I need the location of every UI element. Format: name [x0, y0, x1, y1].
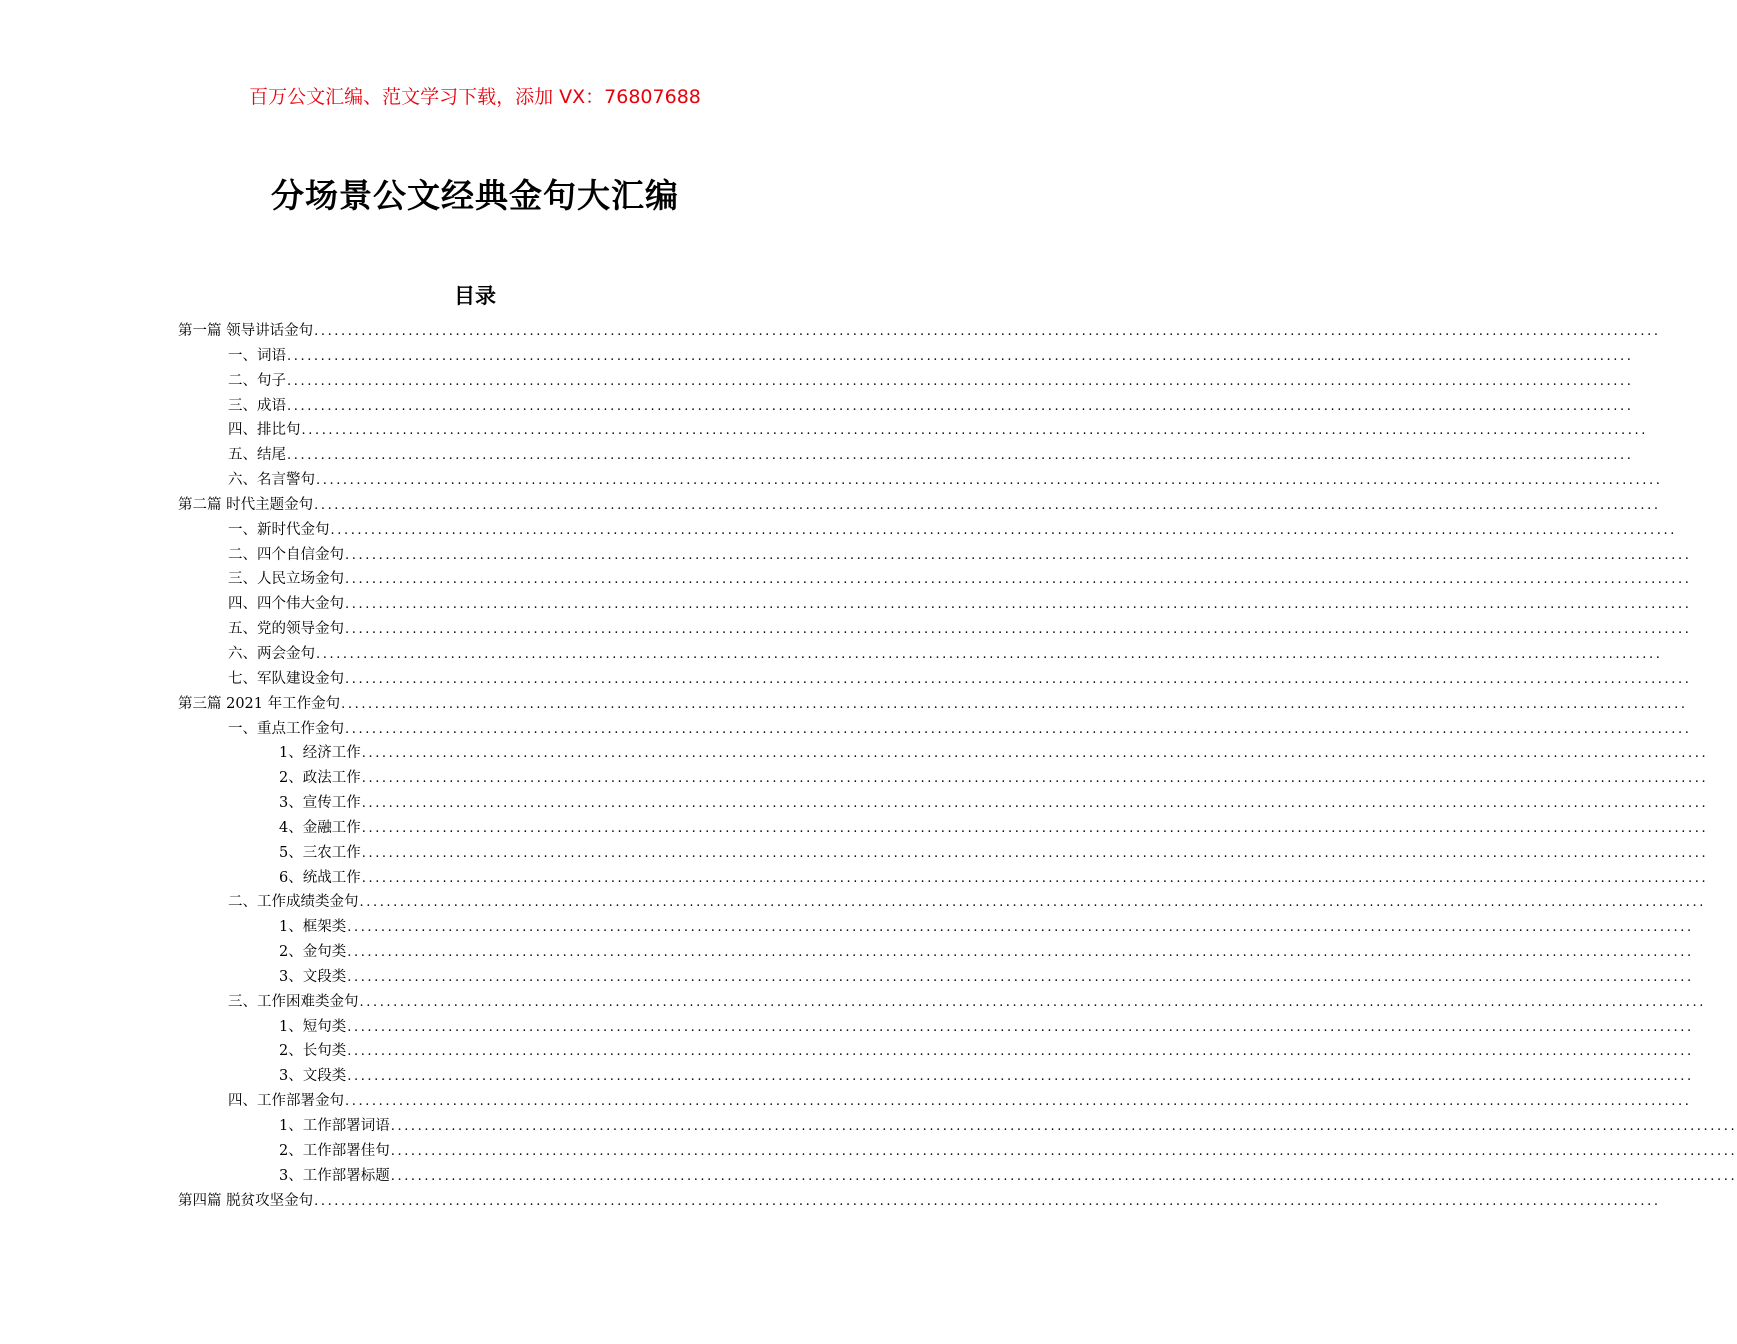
toc-entry-label: 2、工作部署佳句: [279, 1142, 390, 1159]
toc-dot-leader: ........................................................................................................................................................................................................: [345, 572, 1692, 588]
toc-dot-leader: ........................................................................................................................................................................................................: [361, 820, 1709, 836]
toc-dot-leader: ........................................................................................................................................................................................................: [390, 1119, 1737, 1134]
toc-dot-leader: ........................................................................................................................................................................................................: [347, 920, 1694, 936]
toc-entry-label: 三、成语: [228, 397, 286, 414]
toc-dot-leader: ........................................................................................................................................................................................................: [316, 646, 1663, 662]
toc-dot-leader: ........................................................................................................................................................................................................: [314, 1193, 1661, 1209]
toc-entry-label: 二、四个自信金句: [228, 546, 344, 563]
toc-entry-label: 一、重点工作金句: [228, 720, 344, 737]
toc-entry-label: 2、政法工作: [279, 770, 361, 787]
toc-entry[interactable]: [178, 518, 1677, 543]
toc-dot-leader: ........................................................................................................................................................................................................: [390, 1143, 1737, 1159]
toc-heading: 目录: [454, 284, 496, 308]
toc-entry[interactable]: [178, 617, 1692, 642]
toc-entry[interactable]: [178, 1089, 1692, 1114]
toc-entry[interactable]: [178, 567, 1692, 592]
toc-entry-label: 四、四个伟大金句: [228, 596, 344, 613]
toc-dot-leader: ........................................................................................................................................................................................................: [287, 398, 1634, 414]
toc-entry-label: 5、三农工作: [279, 844, 361, 861]
toc-entry-label: 3、工作部署标题: [279, 1167, 390, 1184]
toc-entry[interactable]: [178, 369, 1634, 394]
toc-dot-leader: ........................................................................................................................................................................................................: [345, 671, 1692, 687]
toc-entry-label: 3、文段类: [279, 968, 347, 985]
toc-entry[interactable]: [178, 915, 1694, 940]
toc-entry[interactable]: [178, 866, 1709, 891]
toc-entry-label: 四、排比句: [228, 422, 301, 439]
toc-entry-label: 1、工作部署词语: [279, 1118, 390, 1134]
toc-dot-leader: ........................................................................................................................................................................................................: [361, 771, 1709, 787]
toc-dot-leader: ........................................................................................................................................................................................................: [316, 473, 1663, 489]
toc-entry-label: 二、工作成绩类金句: [228, 894, 359, 911]
toc-entry-label: 1、短句类: [279, 1018, 347, 1035]
toc-entry[interactable]: [178, 592, 1692, 617]
toc-entry[interactable]: [178, 791, 1709, 816]
toc-entry[interactable]: [178, 890, 1706, 915]
toc-entry-label: 三、工作困难类金句: [228, 993, 359, 1010]
toc-entry[interactable]: [178, 990, 1706, 1015]
toc-entry[interactable]: [178, 741, 1709, 766]
toc-dot-leader: ........................................................................................................................................................................................................: [341, 696, 1688, 712]
toc-dot-leader: ........................................................................................................................................................................................................: [347, 945, 1694, 961]
toc-entry[interactable]: [178, 1189, 1661, 1214]
toc-entry[interactable]: [178, 940, 1694, 965]
toc-entry-label: 第一篇 领导讲话金句: [178, 323, 314, 339]
toc-dot-leader: ........................................................................................................................................................................................................: [345, 597, 1692, 613]
toc-entry-label: 2、金句类: [279, 944, 347, 961]
toc-dot-leader: ........................................................................................................................................................................................................: [345, 547, 1692, 563]
toc-entry-label: 3、宣传工作: [279, 795, 361, 812]
toc-entry[interactable]: [178, 667, 1692, 692]
toc-entry[interactable]: [178, 443, 1634, 468]
toc-dot-leader: ........................................................................................................................................................................................................: [287, 348, 1634, 364]
toc-dot-leader: ........................................................................................................................................................................................................: [361, 845, 1709, 861]
toc-dot-leader: ........................................................................................................................................................................................................: [314, 324, 1661, 339]
toc-entry-label: 第三篇 2021 年工作金句: [178, 695, 341, 712]
toc-entry[interactable]: [178, 965, 1694, 990]
toc-entry[interactable]: [178, 841, 1709, 866]
toc-entry[interactable]: [178, 1164, 1737, 1189]
toc-entry-label: 三、人民立场金句: [228, 571, 344, 588]
toc-entry[interactable]: [178, 642, 1663, 667]
toc-dot-leader: ........................................................................................................................................................................................................: [314, 497, 1661, 513]
toc-entry[interactable]: [178, 543, 1692, 568]
toc-dot-leader: ........................................................................................................................................................................................................: [347, 1019, 1694, 1035]
toc-entry-label: 五、党的领导金句: [228, 621, 344, 638]
toc-entry-label: 六、名言警句: [228, 472, 315, 489]
toc-dot-leader: ........................................................................................................................................................................................................: [345, 622, 1692, 638]
toc-entry[interactable]: [178, 344, 1634, 369]
toc-dot-leader: ........................................................................................................................................................................................................: [345, 1094, 1692, 1110]
toc-dot-leader: ........................................................................................................................................................................................................: [345, 721, 1692, 737]
toc-entry-label: 6、统战工作: [279, 869, 361, 886]
toc-entry[interactable]: [178, 1015, 1694, 1040]
toc-entry-label: 4、金融工作: [279, 819, 361, 836]
toc-entry[interactable]: [178, 468, 1663, 493]
toc-entry[interactable]: [178, 394, 1634, 419]
toc-entry[interactable]: [178, 766, 1709, 791]
toc-dot-leader: ........................................................................................................................................................................................................: [347, 1044, 1694, 1060]
toc-entry[interactable]: [178, 692, 1688, 717]
toc-dot-leader: ........................................................................................................................................................................................................: [361, 870, 1709, 886]
toc-entry-label: 3、文段类: [279, 1068, 347, 1085]
toc-entry[interactable]: [178, 493, 1661, 518]
toc-entry-label: 1、框架类: [279, 919, 347, 936]
toc-entry-label: 一、新时代金句: [228, 521, 330, 538]
toc-entry[interactable]: [178, 1039, 1694, 1064]
toc-entry-label: 1、经济工作: [279, 745, 361, 762]
toc-entry[interactable]: [178, 1114, 1737, 1139]
table-of-contents: [178, 319, 1737, 1213]
toc-dot-leader: ........................................................................................................................................................................................................: [287, 448, 1634, 464]
toc-entry[interactable]: [178, 816, 1709, 841]
toc-dot-leader: ........................................................................................................................................................................................................: [347, 969, 1694, 985]
toc-dot-leader: ........................................................................................................................................................................................................: [359, 994, 1706, 1010]
toc-entry-label: 六、两会金句: [228, 645, 315, 662]
toc-entry[interactable]: [178, 418, 1648, 443]
toc-entry-label: 四、工作部署金句: [228, 1093, 344, 1110]
toc-entry[interactable]: [178, 717, 1692, 742]
toc-dot-leader: ........................................................................................................................................................................................................: [359, 895, 1706, 911]
toc-entry-label: 第四篇 脱贫攻坚金句: [178, 1192, 314, 1209]
toc-entry[interactable]: [178, 319, 1661, 344]
toc-entry[interactable]: [178, 1064, 1694, 1089]
toc-dot-leader: ........................................................................................................................................................................................................: [330, 522, 1677, 538]
header-banner: 百万公文汇编、范文学习下载，添加 VX：76807688: [249, 86, 701, 108]
toc-dot-leader: ........................................................................................................................................................................................................: [390, 1168, 1737, 1184]
toc-entry-label: 2、长句类: [279, 1043, 347, 1060]
toc-entry-label: 七、军队建设金句: [228, 670, 344, 687]
toc-entry-label: 二、句子: [228, 372, 286, 389]
toc-dot-leader: ........................................................................................................................................................................................................: [361, 746, 1709, 762]
toc-dot-leader: ........................................................................................................................................................................................................: [347, 1069, 1694, 1085]
document-title: 分场景公文经典金句大汇编: [271, 176, 679, 215]
toc-entry[interactable]: [178, 1139, 1737, 1164]
toc-entry-label: 第二篇 时代主题金句: [178, 496, 314, 513]
toc-dot-leader: ........................................................................................................................................................................................................: [301, 423, 1648, 439]
toc-entry-label: 一、词语: [228, 347, 286, 364]
toc-dot-leader: ........................................................................................................................................................................................................: [361, 796, 1709, 812]
toc-dot-leader: ........................................................................................................................................................................................................: [287, 373, 1634, 389]
toc-entry-label: 五、结尾: [228, 447, 286, 464]
